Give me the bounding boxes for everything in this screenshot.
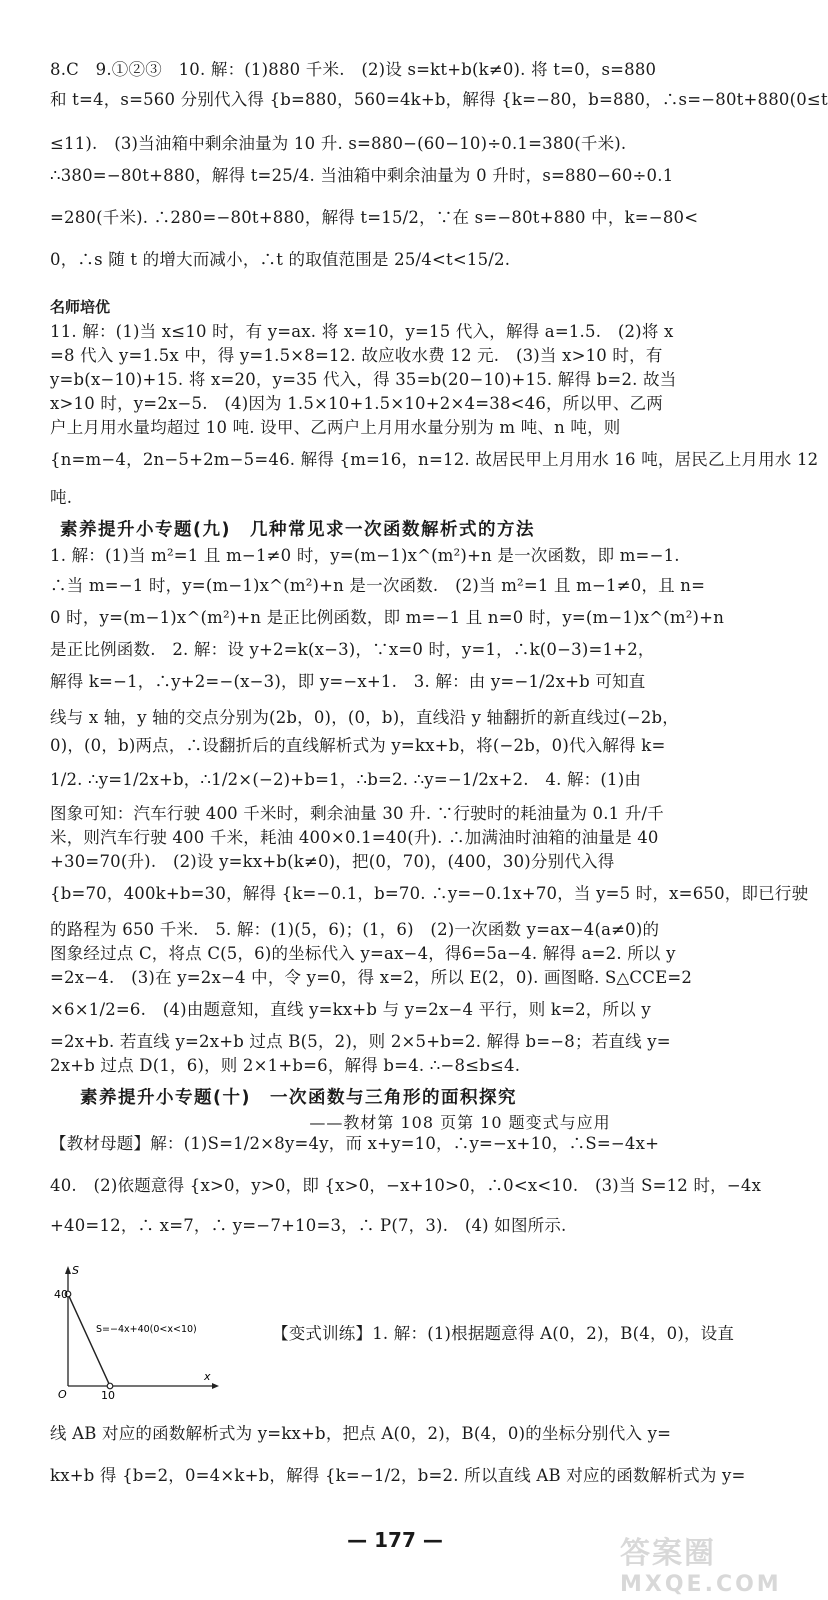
text-line: 和 t=4，s=560 分别代入得 {b=880，560=4k+b，解得 {k=−80，b=880，∴s=−80t+880(0≤t <box>50 90 828 109</box>
text-line: 0，∴s 随 t 的增大而减小，∴t 的取值范围是 25/4<t<15/2. <box>50 250 511 269</box>
text-line: y=b(x−10)+15. 将 x=20，y=35 代入，得 35=b(20−10)+15. 解得 b=2. 故当 <box>50 370 677 389</box>
x-axis-label: x <box>204 1370 211 1383</box>
text-line: 解得 k=−1，∴y+2=−(x−3)，即 y=−x+1. 3. 解：由 y=−1/2x+b 可知直 <box>50 672 646 691</box>
text-line: 图象经过点 C，将点 C(5，6)的坐标代入 y=ax−4，得6=5a−4. 解得 a=2. 所以 y <box>50 944 676 963</box>
text-line: 米，则汽车行驶 400 千米，耗油 400×0.1=40(升). ∴加满油时油箱的油量是 40 <box>50 828 659 847</box>
function-line <box>68 1294 110 1386</box>
y-intercept-label: 40 <box>54 1288 68 1301</box>
text-line: 0 时，y=(m−1)x^(m²)+n 是正比例函数，即 m=−1 且 n=0 时，y=(m−1)x^(m²)+n <box>50 608 725 627</box>
text-line: 图象可知：汽车行驶 400 千米时，剩余油量 30 升. ∵行驶时的耗油量为 0.1 升/千 <box>50 804 664 823</box>
text-line: =8 代入 y=1.5x 中，得 y=1.5×8=12. 故应收水费 12 元. (3)当 x>10 时，有 <box>50 346 663 365</box>
text-line: +30=70(升). (2)设 y=kx+b(k≠0)，把(0，70)，(400，30)分别代入得 <box>50 852 615 871</box>
text-line: =280(千米). ∴280=−80t+880，解得 t=15/2，∵在 s=−80t+880 中，k=−80< <box>50 208 699 227</box>
text-line: 【变式训练】1. 解：(1)根据题意得 A(0，2)，B(4，0)，设直 <box>272 1324 735 1343</box>
text-line: 户上月用水量均超过 10 吨. 设甲、乙两户上月用水量分别为 m 吨、n 吨，则 <box>50 418 621 437</box>
text-line: ×6×1/2=6. (4)由题意知，直线 y=kx+b 与 y=2x−4 平行，则 k=2，所以 y <box>50 1000 651 1019</box>
text-line: 11. 解：(1)当 x≤10 时，有 y=ax. 将 x=10，y=15 代入，解得 a=1.5. (2)将 x <box>50 322 674 341</box>
text-line: ≤11). (3)当油箱中剩余油量为 10 升. s=880−(60−10)÷0.1=380(千米). <box>50 134 627 153</box>
text-line: 8.C 9.①②③ 10. 解：(1)880 千米. (2)设 s=kt+b(k≠0). 将 t=0，s=880 <box>50 60 657 79</box>
section-heading-10: 素养提升小专题(十) 一次函数与三角形的面积探究 <box>80 1088 517 1108</box>
text-line: =2x−4. (3)在 y=2x−4 中，令 y=0，得 x=2，所以 E(2，0). 画图略. S△CCE=2 <box>50 968 693 987</box>
text-line: 线 AB 对应的函数解析式为 y=kx+b，把点 A(0，2)，B(4，0)的坐标分别代入 y= <box>50 1424 672 1443</box>
origin-label: O <box>58 1388 67 1401</box>
watermark-title: 答案圈 <box>620 1536 716 1571</box>
text-line: 【教材母题】解：(1)S=1/2×8y=4y，而 x+y=10，∴y=−x+10，∴S=−4x+ <box>50 1134 660 1153</box>
text-line: ∴当 m=−1 时，y=(m−1)x^(m²)+n 是一次函数. (2)当 m²=1 且 m−1≠0，且 n= <box>50 576 706 595</box>
text-line: ∴380=−80t+880，解得 t=25/4. 当油箱中剩余油量为 0 升时，s=880−60÷0.1 <box>50 166 674 185</box>
text-line: 吨. <box>50 488 73 507</box>
page-number: — 177 — <box>347 1528 443 1552</box>
text-line: 2x+b 过点 D(1，6)，则 2×1+b=6，解得 b=4. ∴−8≤b≤4. <box>50 1056 521 1075</box>
text-line: +40=12，∴ x=7，∴ y=−7+10=3，∴ P(7，3). (4) 如图所示. <box>50 1216 567 1235</box>
text-line: 1. 解：(1)当 m²=1 且 m−1≠0 时，y=(m−1)x^(m²)+n 是一次函数，即 m=−1. <box>50 546 680 565</box>
text-line: x>10 时，y=2x−5. (4)因为 1.5×10+1.5×10+2×4=38<46，所以甲、乙两 <box>50 394 663 413</box>
text-line: 1/2. ∴y=1/2x+b，∴1/2×(−2)+b=1，∴b=2. ∴y=−1/2x+2. 4. 解：(1)由 <box>50 770 642 789</box>
text-line: 0)，(0，b)两点，∴设翻折后的直线解析式为 y=kx+b，将(−2b，0)代入解得 k= <box>50 736 666 755</box>
section-subheading-10: ——教材第 108 页第 10 题变式与应用 <box>309 1113 611 1132</box>
section-heading-9: 素养提升小专题(九) 几种常见求一次函数解析式的方法 <box>60 520 535 540</box>
text-line: 线与 x 轴，y 轴的交点分别为(2b，0)，(0，b)，直线沿 y 轴翻折的新直线过(−2b， <box>50 708 679 727</box>
text-line: =2x+b. 若直线 y=2x+b 过点 B(5，2)，则 2×5+b=2. 解得 b=−8；若直线 y= <box>50 1032 671 1051</box>
text-line: kx+b 得 {b=2，0=4×k+b，解得 {k=−1/2，b=2. 所以直线 AB 对应的函数解析式为 y= <box>50 1466 746 1485</box>
text-line: 的路程为 650 千米. 5. 解：(1)(5，6)；(1，6) (2)一次函数 y=ax−4(a≠0)的 <box>50 920 660 939</box>
section-heading-mingshi: 名师培优 <box>50 298 111 316</box>
y-axis-label: S <box>72 1264 79 1277</box>
function-line-label: S=−4x+40(0<x<10) <box>96 1324 197 1335</box>
text-line: {n=m−4，2n−5+2m−5=46. 解得 {m=16，n=12. 故居民甲上月用水 16 吨，居民乙上月用水 12 <box>50 450 819 469</box>
text-line: {b=70，400k+b=30，解得 {k=−0.1，b=70. ∴y=−0.1x+70，当 y=5 时，x=650，即已行驶 <box>50 884 809 903</box>
area-function-graph <box>54 1262 254 1400</box>
watermark-logo <box>620 1528 782 1597</box>
x-intercept-point <box>107 1383 113 1389</box>
text-line: 是正比例函数. 2. 解：设 y+2=k(x−3)，∵x=0 时，y=1，∴k(0−3)=1+2， <box>50 640 655 659</box>
y-axis-arrow <box>65 1266 71 1274</box>
x-intercept-label: 10 <box>101 1389 115 1402</box>
text-line: 40. (2)依题意得 {x>0，y>0，即 {x>0，−x+10>0，∴0<x<10. (3)当 S=12 时，−4x <box>50 1176 762 1195</box>
watermark-url: MXQE.COM <box>620 1572 782 1597</box>
x-axis-arrow <box>212 1383 219 1389</box>
